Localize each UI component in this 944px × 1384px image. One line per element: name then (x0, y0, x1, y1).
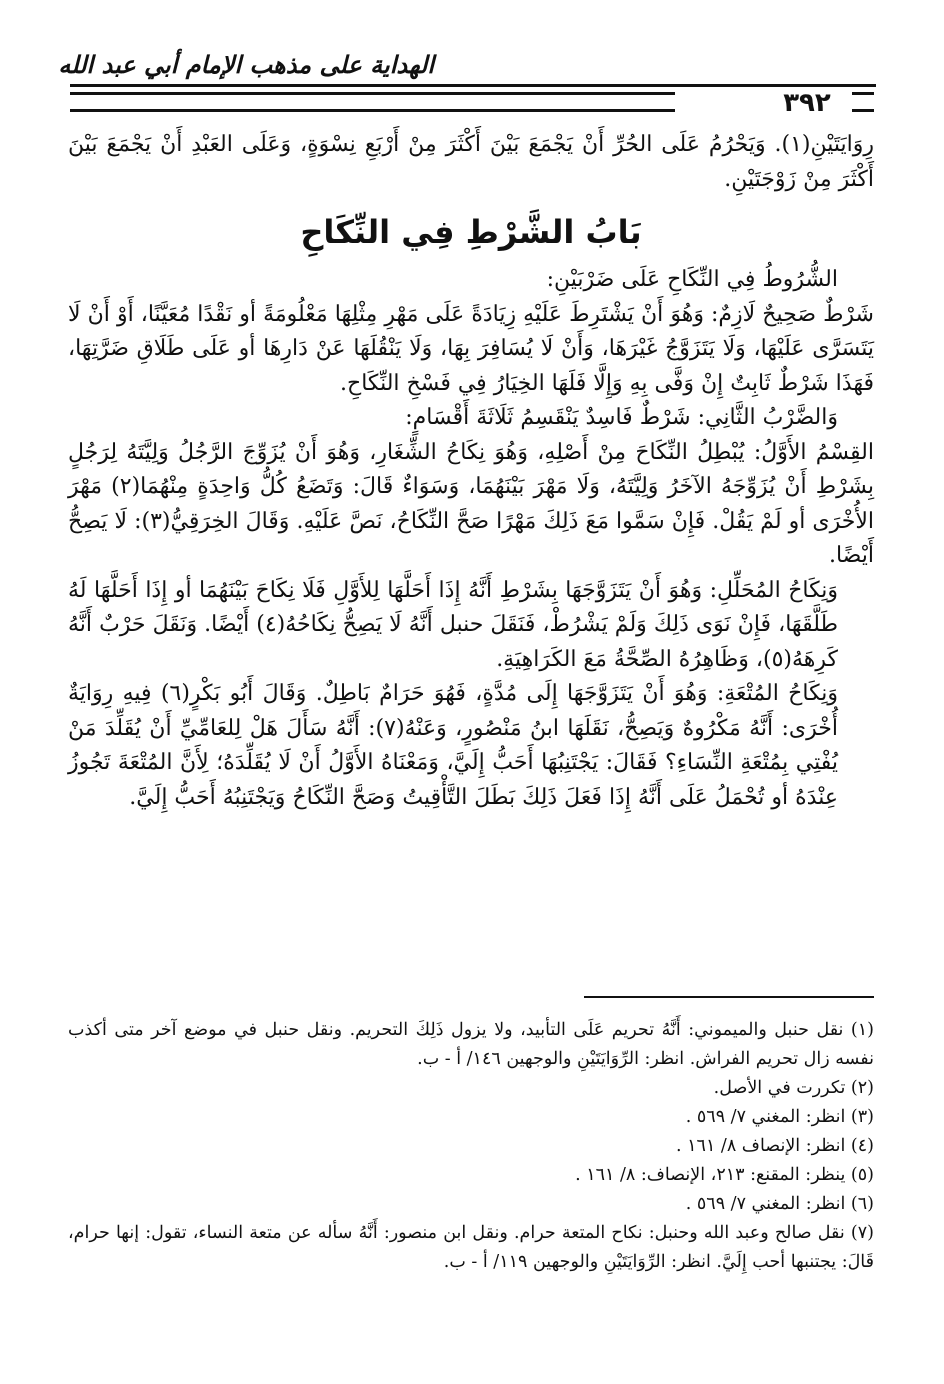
paragraph-muhallil: وَنِكَاحُ المُحَلِّلِ: وَهُوَ أَنْ يَتَزَوَّجَهَا بِشَرْطِ أَنَّهُ إِذَا أَحَلَّهَا لِلأَوَّلِ فَلَا نِكَاحَ بَيْنَهُمَا أو إِذَا أَحَلَّهَا لَهُ طَلَّقَهَا، فَإِنْ نَوَى ذَلِكَ وَلَمْ يَشْرُطْ، فَنَقَلَ حنبل أَنَّهُ لَا يَصِحُّ نِكَاحُهُ(٤) أَيْضًا. وَنَقَلَ حَرْبٌ أَنَّهُ كَرِهَهُ(٥)، وَظَاهِرُهُ الصِّحَّةُ مَعَ الكَرَاهِيَةِ. (68, 577, 838, 672)
page-number-rule-left (70, 92, 675, 112)
paragraph-continuation: رِوَايَتَيْنِ(١). وَيَحْرُمُ عَلَى الحُرِّ أَنْ يَجْمَعَ بَيْنَ أَكْثَرَ مِنْ أَرْبَعِ نِسْوَةٍ، وَعَلَى العَبْدِ أَنْ يَجْمَعَ بَيْنَ أَكْثَرَ مِنْ زَوْجَتَيْنِ. (68, 132, 874, 192)
paragraph-valid-condition: شَرْطٌ صَحِيحٌ لَازِمٌ: وَهُوَ أَنْ يَشْتَرِطَ عَلَيْهِ زِيَادَةً عَلَى مَهْرِ مِثْلِهَا مَعْلُومَةً أو نَقْدًا مُعَيَّنًا، أَوْ أَنْ لَا يَتَسَرَّى عَلَيْهَا، وَلَا يَتَزَوَّجُ غَيْرَهَا، وَأَنْ لَا يُسَافِرَ بِهَا، وَلَا يَنْقُلَهَا عَنْ دَارِهَا أو عَلَى طَلَاقِ ضَرَّتِهَا، فَهَذَا شَرْطٌ ثَابِتٌ إِنْ وَفَّى بِهِ وَإِلَّا فَلَهَا الخِيَارُ فِي فَسْخِ النِّكَاحِ. (68, 301, 874, 396)
running-title: الهداية على مذهب الإمام أبي عبد الله (58, 51, 434, 79)
footnotes (68, 1016, 874, 1277)
footnote-separator (584, 996, 874, 998)
paragraph-shighar: القِسْمُ الأَوَّلُ: يُبْطِلُ النِّكَاحَ مِنْ أَصْلِهِ، وَهُوَ نِكَاحُ الشِّغَارِ، وَهُوَ أَنْ يُزَوِّجَ الرَّجُلُ وَلِيَّتَهُ لِرَجُلٍ بِشَرْطِ أَنْ يُزَوِّجَهُ الآخَرُ وَلِيَّتَهُ، وَلَا مَهْرَ بَيْنَهُمَا، وَسَوَاءٌ قَالَ: وَتَضَعُ كُلُّ وَاحِدَةٍ مِنْهُمَا(٢) مَهْرَ الأُخْرَى أو لَمْ يَقُلْ. فَإِنْ سَمَّوا مَعَ ذَلِكَ مَهْرًا صَحَّ النِّكَاحُ، نَصَّ عَلَيْهِ. وَقَالَ الخِرَقِيُّ(٣): لَا يَصِحُّ أَيْضًا. (68, 439, 875, 568)
footnote-1: (١) نقل حنبل والميموني: أَنَّهُ تحريم عَلَى التأبيد، ولا يزول ذَلِكَ التحريم. ونقل حنبل في موضع آخر متى أكذب نفسه زال تحريم الفراش. انظر: الرِّوَايَتَيْنِ والوجهين ١٤٦/ أ - ب. (68, 1020, 874, 1069)
footnote-5: (٥) ينظر: المقنع: ٢١٣، الإنصاف: ٨/ ١٦١ . (575, 1165, 874, 1185)
footnote-7: (٧) نقل صالح وعبد الله وحنبل: نكاح المتعة حرام. ونقل ابن منصور: أَنَّهُ سأله عن متعة النساء، تقول: إنها حرام، قَالَ: يجتنبها أحب إِلَيَّ. انظر: الرِّوَايَتَيْنِ والوجهين ١١٩/ أ - ب. (68, 1223, 874, 1272)
page-number-rule-right (852, 92, 874, 112)
paragraph-invalid-condition: وَالضَّرْبُ الثَّانِي: شَرْطٌ فَاسِدٌ يَنْقَسِمُ ثَلَاثَةَ أَقْسَامٍ: (405, 405, 838, 430)
footnote-4: (٤) انظر: الإنصاف ٨/ ١٦١ . (676, 1136, 874, 1156)
page-number: ٣٩٢ (783, 88, 831, 118)
header-rule (70, 84, 876, 87)
footnote-3: (٣) انظر: المغني ٧/ ٥٦٩ . (685, 1107, 874, 1127)
paragraph-mutah: وَنِكَاحُ المُتْعَةِ: وَهُوَ أَنْ يَتَزَوَّجَهَا إِلَى مُدَّةٍ، فَهُوَ حَرَامٌ بَاطِلٌ. وَقَالَ أَبُو بَكْرٍ(٦) فِيهِ رِوَايَةٌ أُخْرَى: أَنَّهُ مَكْرُوهٌ وَيَصِحُّ، نَقَلَهَا ابنُ مَنْصُورٍ، وَعَنْهُ(٧): أَنَّهُ سَأَلَ هَلْ لِلعَامِّيِّ أَنْ يُقَلِّدَ مَنْ يُفْتِي بِمُتْعَةِ النِّسَاءِ؟ فَقَالَ: يَجْتَنِبُهَا أَحَبُّ إِلَيَّ، وَمَعْنَاهُ الأَوَّلُ أَنْ لَا يُقَلِّدَهُ؛ لِأَنَّ المُتْعَةَ تَجُوزُ عِنْدَهُ أو تُحْمَلُ عَلَى أَنَّهُ إِذَا فَعَلَ ذَلِكَ بَطَلَ التَّأْقِيتُ وَصَحَّ النِّكَاحُ وَيَجْتَنِبُهُ أَحَبُّ إِلَيَّ. (68, 681, 838, 810)
paragraph-intro: الشُّرُوطُ فِي النِّكَاحِ عَلَى ضَرْبَيْنِ: (546, 267, 838, 292)
footnote-2: (٢) تكررت في الأصل. (713, 1078, 874, 1098)
footnote-6: (٦) انظر: المغني ٧/ ٥٦٩ . (685, 1194, 874, 1214)
main-text (68, 128, 874, 815)
chapter-heading: بَابُ الشَّرْطِ فِي النِّكَاحِ (300, 213, 642, 251)
